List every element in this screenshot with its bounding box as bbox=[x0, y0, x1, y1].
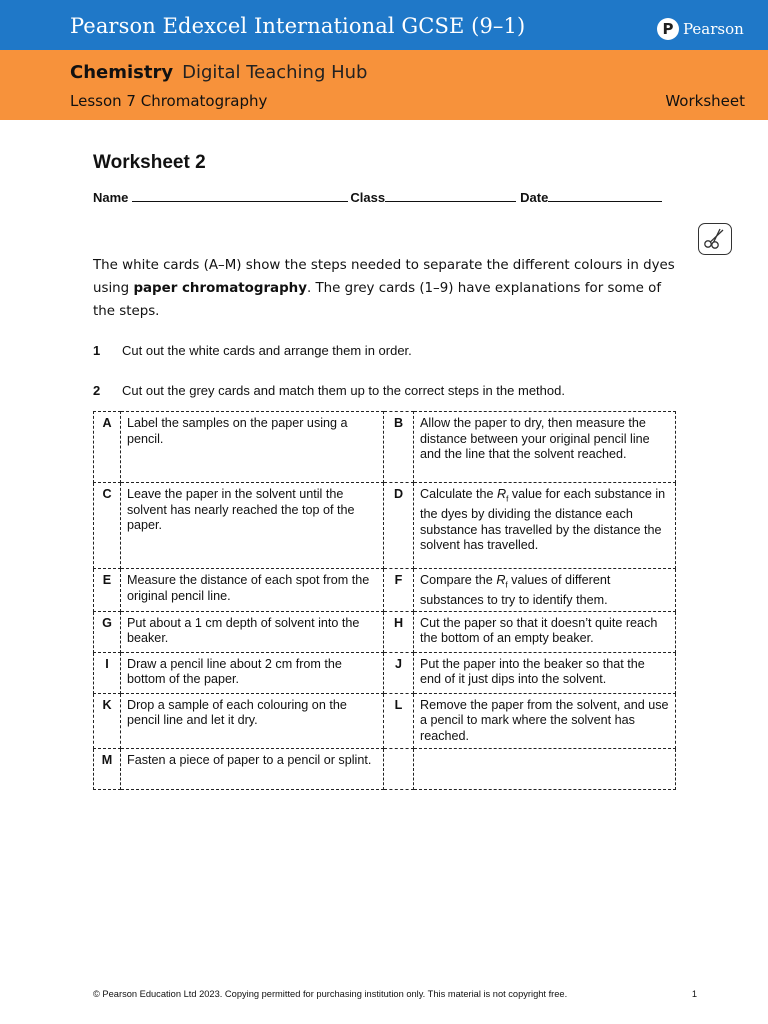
question-number: 2 bbox=[93, 383, 101, 398]
top-header-bar bbox=[0, 0, 768, 50]
date-blank bbox=[548, 189, 662, 202]
student-details-row bbox=[93, 189, 673, 205]
card-letter: J bbox=[384, 652, 414, 693]
lesson-title: Lesson 7 Chromatography bbox=[70, 92, 268, 110]
card-text: Cut the paper so that it doesn’t quite reach the bottom of an empty beaker. bbox=[414, 611, 676, 652]
intro-text-end: . The grey cards (1–9) have explanations for some of the steps. bbox=[93, 281, 662, 319]
card-letter: K bbox=[94, 693, 121, 748]
subject-line bbox=[70, 62, 367, 83]
subject-banner bbox=[0, 50, 768, 120]
table-row bbox=[94, 693, 676, 748]
pearson-logo-text: Pearson bbox=[683, 20, 744, 38]
page-number: 1 bbox=[691, 989, 697, 999]
card-letter: F bbox=[384, 569, 414, 612]
table-row bbox=[94, 412, 676, 483]
card-text: Put about a 1 cm depth of solvent into the beaker. bbox=[121, 611, 384, 652]
copyright-notice: © Pearson Education Ltd 2023. Copying permitted for purchasing institution only. This material is not copyright free. bbox=[93, 989, 568, 999]
card-text-end: values of different substances to try to identify them. bbox=[420, 573, 611, 608]
card-letter-empty bbox=[384, 748, 414, 789]
table-row bbox=[94, 652, 676, 693]
class-label: Class bbox=[350, 190, 386, 205]
card-text: Leave the paper in the solvent until the solvent has nearly reached the top of the paper. bbox=[121, 483, 384, 569]
card-text bbox=[414, 569, 676, 612]
table-row bbox=[94, 748, 676, 789]
date-label: Date bbox=[520, 190, 549, 205]
intro-paragraph bbox=[93, 254, 675, 323]
rf-symbol: R bbox=[496, 573, 506, 587]
qualification-title: Pearson Edexcel International GCSE (9–1) bbox=[70, 14, 526, 38]
card-letter: D bbox=[384, 483, 414, 569]
card-letter: L bbox=[384, 693, 414, 748]
card-letter: I bbox=[94, 652, 121, 693]
class-blank bbox=[385, 189, 516, 202]
rf-subscript: f bbox=[505, 580, 508, 590]
hub-name: Digital Teaching Hub bbox=[182, 62, 368, 83]
card-text bbox=[414, 483, 676, 569]
name-label: Name bbox=[93, 190, 129, 205]
rf-symbol: R bbox=[497, 487, 507, 501]
card-letter: A bbox=[94, 412, 121, 483]
method-cards-table bbox=[93, 411, 676, 790]
table-row bbox=[94, 483, 676, 569]
page-footer bbox=[93, 989, 697, 999]
table-row bbox=[94, 569, 676, 612]
card-text: Measure the distance of each spot from the original pencil line. bbox=[121, 569, 384, 612]
question-number: 1 bbox=[93, 343, 101, 358]
card-text: Label the samples on the paper using a pencil. bbox=[121, 412, 384, 483]
scissors-icon bbox=[698, 223, 732, 255]
name-blank bbox=[132, 189, 348, 202]
card-text: Allow the paper to dry, then measure the distance between your original pencil line and the line that the solvent reached. bbox=[414, 412, 676, 483]
card-letter: C bbox=[94, 483, 121, 569]
question-2 bbox=[93, 383, 565, 398]
card-text-start: Compare the bbox=[420, 573, 497, 587]
card-text: Remove the paper from the solvent, and use a pencil to mark where the solvent has reached. bbox=[414, 693, 676, 748]
card-letter: H bbox=[384, 611, 414, 652]
card-text-end: value for each substance in the dyes by dividing the distance each substance has travelled by the distance the solvent has travelled. bbox=[420, 487, 666, 553]
intro-text-start: The white cards (A–M) show the steps needed to separate the different colours in dyes using bbox=[93, 258, 675, 296]
card-text-start: Calculate the bbox=[420, 487, 498, 501]
worksheet-title: Worksheet 2 bbox=[93, 152, 206, 173]
document-type: Worksheet bbox=[665, 92, 745, 110]
rf-subscript: f bbox=[506, 494, 509, 504]
card-letter: B bbox=[384, 412, 414, 483]
question-1 bbox=[93, 343, 412, 358]
card-letter: G bbox=[94, 611, 121, 652]
question-text: Cut out the grey cards and match them up to the correct steps in the method. bbox=[122, 383, 565, 398]
card-text: Put the paper into the beaker so that the end of it just dips into the solvent. bbox=[414, 652, 676, 693]
card-text: Drop a sample of each colouring on the pencil line and let it dry. bbox=[121, 693, 384, 748]
question-text: Cut out the white cards and arrange them in order. bbox=[122, 343, 412, 358]
intro-key-term: paper chromatography bbox=[133, 281, 307, 296]
card-letter: M bbox=[94, 748, 121, 789]
card-text-empty bbox=[414, 748, 676, 789]
pearson-logo-icon: P bbox=[657, 18, 679, 40]
pearson-logo bbox=[657, 17, 744, 41]
subject-name: Chemistry bbox=[70, 62, 174, 83]
card-text: Fasten a piece of paper to a pencil or splint. bbox=[121, 748, 384, 789]
table-row bbox=[94, 611, 676, 652]
card-letter: E bbox=[94, 569, 121, 612]
card-text: Draw a pencil line about 2 cm from the bottom of the paper. bbox=[121, 652, 384, 693]
